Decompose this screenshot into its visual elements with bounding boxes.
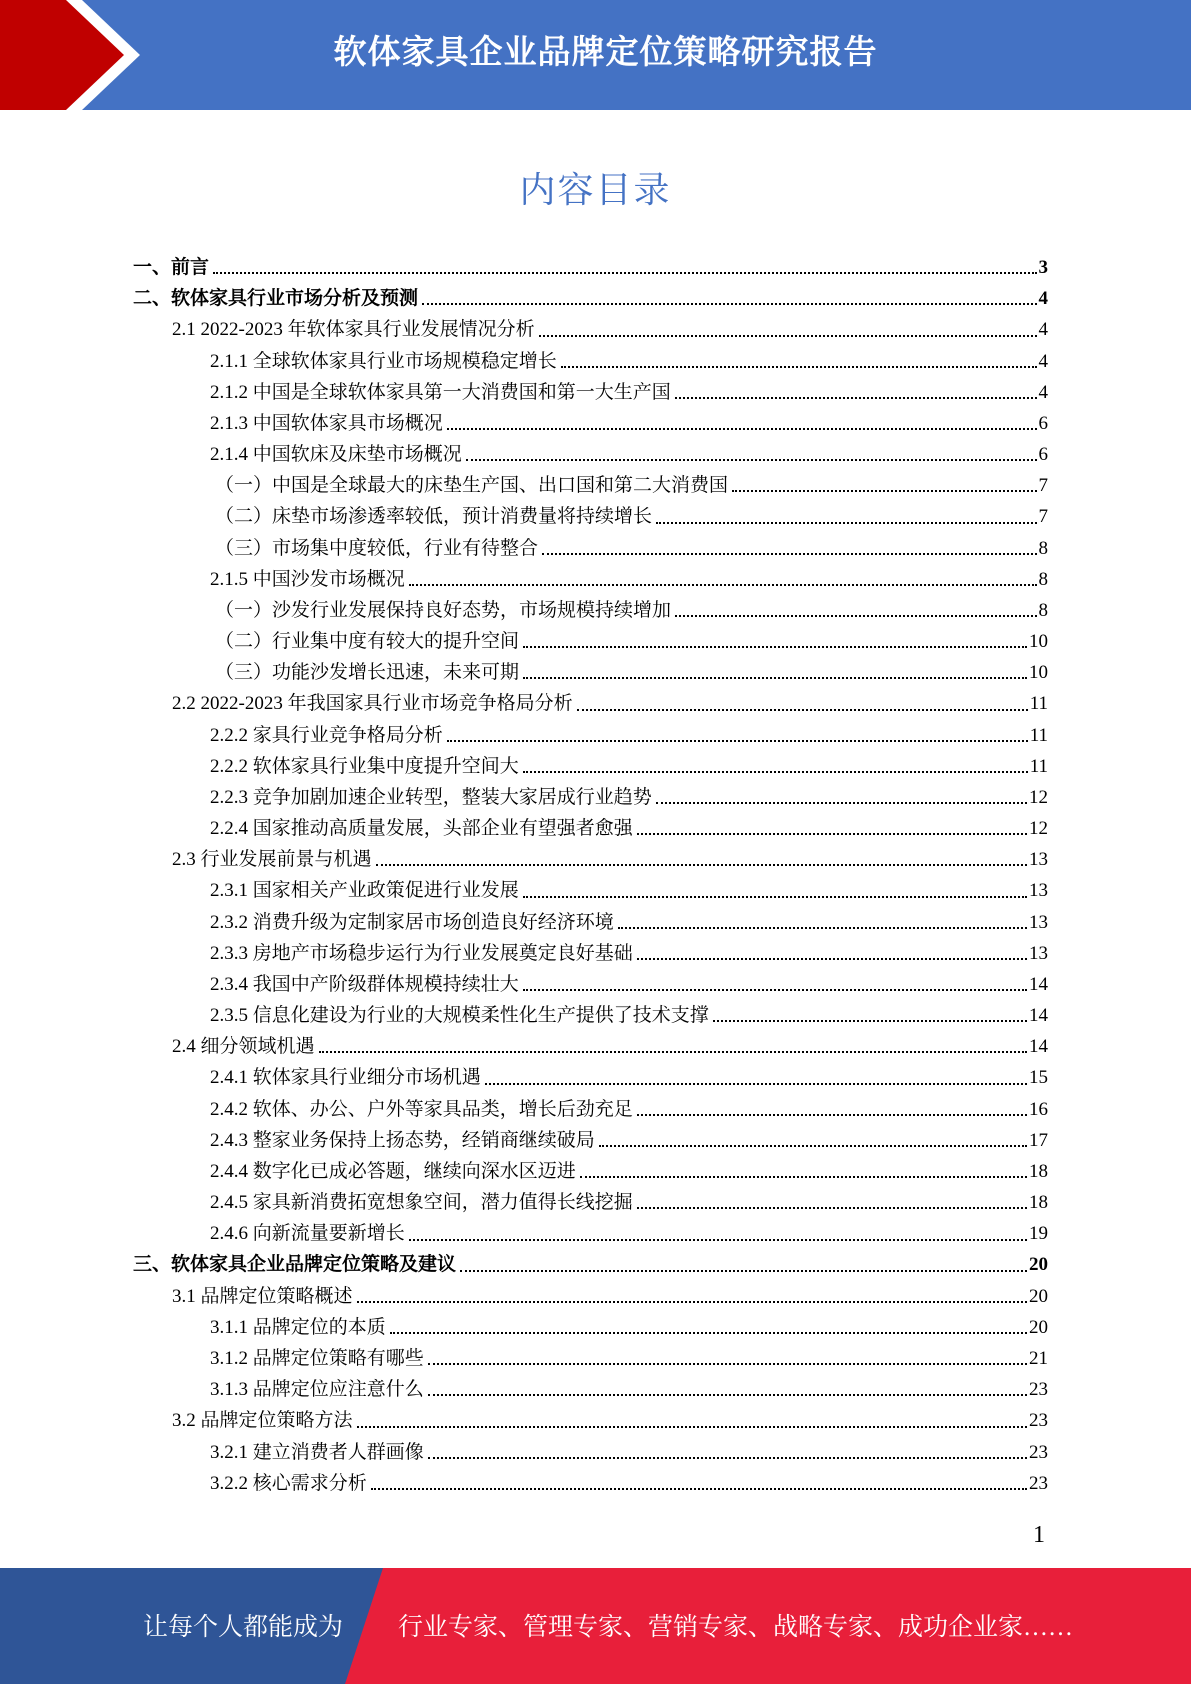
toc-entry[interactable]	[133, 470, 1048, 501]
toc-dot-leader	[732, 490, 1036, 492]
toc-entry[interactable]	[133, 844, 1048, 875]
page-number: 1	[1033, 1522, 1045, 1548]
toc-entry-title: （三）功能沙发增长迅速，未来可期	[215, 662, 520, 684]
toc-entry-page: 18	[1029, 1192, 1048, 1214]
toc-entry-title: 2.4.5 家具新消费拓宽想象空间，潜力值得长线挖掘	[210, 1192, 633, 1214]
toc-entry-page: 13	[1029, 911, 1048, 933]
toc-entry-page: 23	[1029, 1410, 1048, 1432]
toc-entry-title: 2.3.5 信息化建设为行业的大规模柔性化生产提供了技术支撑	[210, 1005, 709, 1027]
toc-entry-page: 8	[1038, 568, 1048, 590]
toc-entry[interactable]	[133, 377, 1048, 408]
toc-entry[interactable]	[133, 1187, 1048, 1218]
toc-entry-title: （一）沙发行业发展保持良好态势，市场规模持续增加	[215, 599, 672, 621]
toc-entry-page: 4	[1038, 350, 1048, 372]
toc-entry-page: 4	[1038, 288, 1048, 310]
toc-dot-leader	[637, 833, 1027, 835]
toc-dot-leader	[656, 522, 1036, 524]
toc-entry[interactable]	[133, 1218, 1048, 1249]
toc-dot-leader	[319, 1051, 1027, 1053]
toc-entry-page: 7	[1038, 475, 1048, 497]
toc-entry-title: 2.1.1 全球软体家具行业市场规模稳定增长	[210, 350, 557, 372]
toc-dot-leader	[577, 709, 1028, 711]
toc-dot-leader	[523, 677, 1027, 679]
toc-dot-leader	[599, 1145, 1027, 1147]
toc-entry[interactable]	[133, 533, 1048, 564]
toc-entry[interactable]	[133, 1281, 1048, 1312]
toc-dot-leader	[466, 459, 1037, 461]
toc-entry-page: 3	[1038, 256, 1048, 278]
toc-entry-title: 2.4.4 数字化已成必答题，继续向深水区迈进	[210, 1160, 576, 1182]
toc-entry-title: 2.4.2 软体、办公、户外等家具品类，增长后劲充足	[210, 1098, 633, 1120]
toc-entry-title: 2.1.3 中国软体家具市场概况	[210, 412, 443, 434]
toc-entry-page: 12	[1029, 786, 1048, 808]
toc-dot-leader	[357, 1301, 1027, 1303]
toc-entry-title: 3.1.1 品牌定位的本质	[210, 1316, 386, 1338]
toc-entry[interactable]	[133, 1000, 1048, 1031]
toc-entry-title: 三、软体家具企业品牌定位策略及建议	[133, 1254, 457, 1276]
toc-entry-title: 2.3.3 房地产市场稳步运行为行业发展奠定良好基础	[210, 942, 633, 964]
toc-entry[interactable]	[133, 314, 1048, 345]
toc-entry-title: 3.1.2 品牌定位策略有哪些	[210, 1348, 424, 1369]
toc-entry[interactable]	[133, 252, 1048, 283]
toc-entry-title: 2.2 2022-2023 年我国家具行业市场竞争格局分析	[172, 693, 573, 715]
toc-dot-leader	[637, 1207, 1027, 1209]
toc-dot-leader	[656, 802, 1027, 804]
toc-entry-page: 8	[1038, 599, 1048, 621]
toc-entry-title: 3.2.2 核心需求分析	[210, 1472, 367, 1494]
header-banner	[0, 0, 1191, 110]
toc-dot-leader	[485, 1083, 1027, 1085]
toc-entry-title: 2.4.1 软体家具行业细分市场机遇	[210, 1067, 481, 1089]
toc-entry-page: 23	[1029, 1441, 1048, 1463]
toc-entry[interactable]	[133, 1062, 1048, 1093]
toc-dot-leader	[428, 1363, 1027, 1365]
toc-entry[interactable]	[133, 907, 1048, 938]
toc-entry-page: 10	[1029, 631, 1048, 653]
toc-entry-title: （三）市场集中度较低，行业有待整合	[215, 537, 539, 559]
toc-dot-leader	[213, 272, 1036, 274]
toc-entry[interactable]	[133, 408, 1048, 439]
toc-entry[interactable]	[133, 346, 1048, 377]
toc-dot-leader	[675, 615, 1036, 617]
toc-entry[interactable]	[133, 720, 1048, 751]
toc-entry-title: 2.2.2 软体家具行业集中度提升空间大	[210, 755, 519, 777]
toc-entry-page: 12	[1029, 818, 1048, 840]
toc-entry-page: 6	[1038, 412, 1048, 434]
toc-dot-leader	[580, 1176, 1027, 1178]
toc-entry-page: 15	[1029, 1067, 1048, 1089]
toc-dot-leader	[390, 1332, 1027, 1334]
toc-entry[interactable]	[133, 626, 1048, 657]
toc-entry-page: 11	[1029, 693, 1048, 715]
toc-entry-title: 2.1.5 中国沙发市场概况	[210, 568, 405, 590]
toc-entry-page: 4	[1038, 319, 1048, 341]
toc-entry[interactable]	[133, 813, 1048, 844]
toc-dot-leader	[523, 989, 1027, 991]
toc-entry-page: 8	[1038, 537, 1048, 559]
toc-entry-title: 3.2 品牌定位策略方法	[172, 1410, 353, 1432]
toc-dot-leader	[637, 1114, 1027, 1116]
toc-entry[interactable]	[133, 751, 1048, 782]
toc-dot-leader	[675, 397, 1037, 399]
toc-dot-leader	[460, 1270, 1027, 1272]
toc-entry[interactable]	[133, 1405, 1048, 1436]
toc-entry-title: 一、前言	[133, 256, 210, 278]
toc-entry-title: （二）行业集中度有较大的提升空间	[215, 631, 520, 653]
toc-entry[interactable]	[133, 595, 1048, 626]
toc-entry-page: 23	[1029, 1472, 1048, 1494]
toc-dot-leader	[447, 740, 1028, 742]
toc-entry[interactable]	[133, 1312, 1048, 1343]
toc-entry-page: 19	[1029, 1223, 1048, 1245]
toc-entry-page: 11	[1029, 755, 1048, 777]
toc-entry-title: 2.4.6 向新流量要新增长	[210, 1223, 405, 1245]
toc-entry-page: 14	[1029, 1036, 1048, 1058]
toc-entry[interactable]	[133, 1031, 1048, 1062]
toc-entry-page: 13	[1029, 880, 1048, 902]
toc-entry[interactable]	[133, 1156, 1048, 1187]
toc-dot-leader	[428, 1457, 1027, 1459]
toc-entry[interactable]	[133, 1374, 1048, 1405]
toc-dot-leader	[523, 896, 1027, 898]
toc-entry-title: 2.1 2022-2023 年软体家具行业发展情况分析	[172, 319, 535, 341]
toc-entry[interactable]	[133, 1468, 1048, 1499]
toc-entry[interactable]	[133, 501, 1048, 532]
toc-dot-leader	[409, 584, 1037, 586]
toc-entry[interactable]	[133, 564, 1048, 595]
toc-entry-page: 6	[1038, 444, 1048, 466]
toc-entry-page: 13	[1029, 849, 1048, 871]
toc-entry[interactable]	[133, 1343, 1048, 1374]
toc-entry-title: 3.2.1 建立消费者人群画像	[210, 1441, 424, 1463]
toc-dot-leader	[409, 1239, 1027, 1241]
toc-entry[interactable]	[133, 283, 1048, 314]
toc-dot-leader	[542, 553, 1036, 555]
toc-entry[interactable]	[133, 782, 1048, 813]
toc-entry[interactable]	[133, 938, 1048, 969]
toc-entry[interactable]	[133, 657, 1048, 688]
toc-heading: 内容目录	[519, 169, 672, 210]
toc-entry-title: 二、软体家具行业市场分析及预测	[133, 288, 419, 310]
toc-list	[133, 252, 1048, 1499]
toc-entry-page: 18	[1029, 1160, 1048, 1182]
toc-entry-page: 7	[1038, 506, 1048, 528]
toc-entry-title: （一）中国是全球最大的床垫生产国、出口国和第二大消费国	[215, 475, 729, 497]
toc-entry[interactable]	[133, 1250, 1048, 1281]
toc-entry-page: 14	[1029, 973, 1048, 995]
footer-slogan-right: 行业专家、管理专家、营销专家、战略专家、成功企业家……	[398, 1614, 1074, 1641]
report-title: 软体家具企业品牌定位策略研究报告	[333, 33, 878, 70]
toc-entry-page: 13	[1029, 942, 1048, 964]
toc-dot-leader	[713, 1020, 1027, 1022]
toc-dot-leader	[447, 428, 1037, 430]
toc-entry-page: 4	[1038, 381, 1048, 403]
toc-entry[interactable]	[133, 1094, 1048, 1125]
toc-entry-page: 11	[1029, 724, 1048, 746]
toc-entry-title: 2.1.2 中国是全球软体家具第一大消费国和第一大生产国	[210, 381, 671, 403]
toc-entry-title: 2.3.2 消费升级为定制家居市场创造良好经济环境	[210, 911, 614, 933]
toc-entry-page: 14	[1029, 1005, 1048, 1027]
toc-entry-title: 2.2.2 家具行业竞争格局分析	[210, 724, 443, 746]
toc-entry-title: 2.3 行业发展前景与机遇	[172, 849, 372, 871]
toc-entry-title: 2.1.4 中国软床及床垫市场概况	[210, 444, 462, 466]
toc-entry[interactable]	[133, 439, 1048, 470]
toc-entry-page: 23	[1029, 1379, 1048, 1401]
toc-entry-title: 2.3.1 国家相关产业政策促进行业发展	[210, 880, 519, 902]
footer-slogan-left: 让每个人都能成为	[143, 1614, 344, 1641]
toc-entry-title: 2.2.3 竞争加剧加速企业转型，整装大家居成行业趋势	[210, 786, 652, 808]
toc-entry-title: 2.4.3 整家业务保持上扬态势，经销商继续破局	[210, 1129, 595, 1151]
toc-dot-leader	[539, 335, 1037, 337]
toc-dot-leader	[428, 1394, 1027, 1396]
toc-entry[interactable]	[133, 1437, 1048, 1468]
toc-dot-leader	[371, 1488, 1027, 1490]
toc-dot-leader	[376, 864, 1027, 866]
toc-entry-title: （二）床垫市场渗透率较低，预计消费量将持续增长	[215, 506, 653, 528]
toc-entry-title: 2.4 细分领域机遇	[172, 1036, 315, 1058]
toc-entry-page: 20	[1029, 1254, 1048, 1276]
toc-dot-leader	[561, 366, 1037, 368]
toc-dot-leader	[637, 958, 1027, 960]
toc-entry-title: 3.1 品牌定位策略概述	[172, 1285, 353, 1307]
footer-banner	[0, 1568, 1191, 1684]
toc-dot-leader	[618, 927, 1027, 929]
toc-dot-leader	[357, 1426, 1027, 1428]
toc-entry-page: 21	[1029, 1348, 1048, 1369]
toc-entry[interactable]	[133, 688, 1048, 719]
toc-entry-title: 3.1.3 品牌定位应注意什么	[210, 1379, 424, 1401]
toc-entry-page: 20	[1029, 1316, 1048, 1338]
toc-entry-title: 2.2.4 国家推动高质量发展，头部企业有望强者愈强	[210, 818, 633, 840]
toc-dot-leader	[422, 303, 1036, 305]
toc-dot-leader	[523, 646, 1027, 648]
toc-entry-page: 10	[1029, 662, 1048, 684]
toc-entry[interactable]	[133, 969, 1048, 1000]
toc-entry[interactable]	[133, 1125, 1048, 1156]
toc-entry-page: 17	[1029, 1129, 1048, 1151]
toc-dot-leader	[523, 771, 1028, 773]
toc-entry-title: 2.3.4 我国中产阶级群体规模持续壮大	[210, 973, 519, 995]
toc-entry[interactable]	[133, 875, 1048, 906]
toc-entry-page: 16	[1029, 1098, 1048, 1120]
toc-entry-page: 20	[1029, 1285, 1048, 1307]
